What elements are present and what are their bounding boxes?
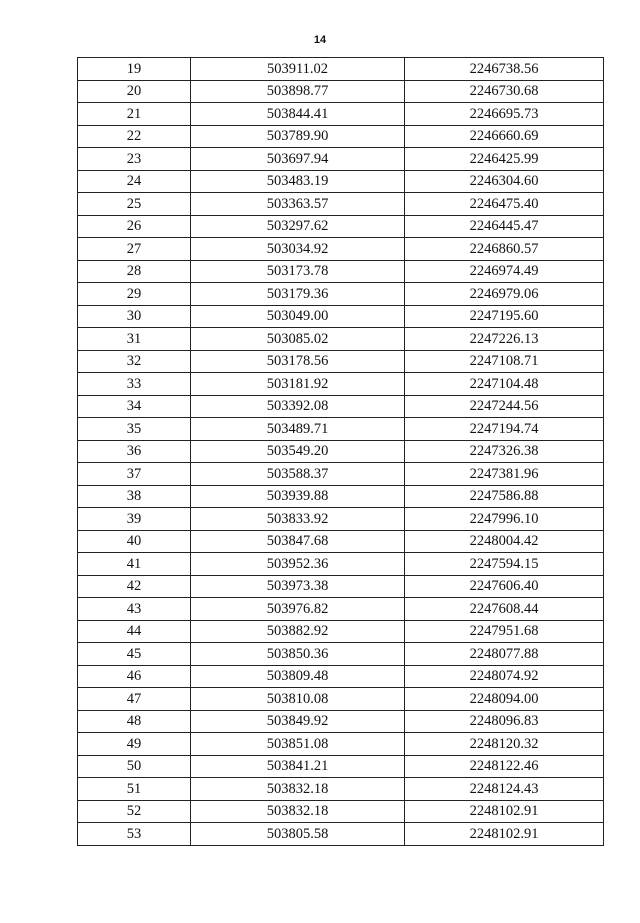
y-coordinate-cell: 2247594.15 <box>405 553 604 576</box>
point-number-cell: 26 <box>78 215 191 238</box>
x-coordinate-cell: 503810.08 <box>191 688 405 711</box>
x-coordinate-cell: 503847.68 <box>191 530 405 553</box>
y-coordinate-cell: 2248004.42 <box>405 530 604 553</box>
x-coordinate-cell: 503489.71 <box>191 418 405 441</box>
point-number-cell: 31 <box>78 328 191 351</box>
coordinates-table <box>77 57 604 846</box>
x-coordinate-cell: 503179.36 <box>191 283 405 306</box>
x-coordinate-cell: 503976.82 <box>191 598 405 621</box>
y-coordinate-cell: 2248122.46 <box>405 755 604 778</box>
table-row <box>78 553 604 576</box>
point-number-cell: 51 <box>78 778 191 801</box>
point-number-cell: 24 <box>78 170 191 193</box>
y-coordinate-cell: 2247996.10 <box>405 508 604 531</box>
x-coordinate-cell: 503939.88 <box>191 485 405 508</box>
point-number-cell: 40 <box>78 530 191 553</box>
x-coordinate-cell: 503844.41 <box>191 103 405 126</box>
point-number-cell: 37 <box>78 463 191 486</box>
point-number-cell: 28 <box>78 260 191 283</box>
table-row <box>78 58 604 81</box>
table-row <box>78 733 604 756</box>
point-number-cell: 43 <box>78 598 191 621</box>
y-coordinate-cell: 2246425.99 <box>405 148 604 171</box>
table-row <box>78 125 604 148</box>
table-row <box>78 575 604 598</box>
table-row <box>78 710 604 733</box>
y-coordinate-cell: 2246974.49 <box>405 260 604 283</box>
coordinates-table-body <box>78 58 604 846</box>
point-number-cell: 30 <box>78 305 191 328</box>
point-number-cell: 29 <box>78 283 191 306</box>
y-coordinate-cell: 2248124.43 <box>405 778 604 801</box>
x-coordinate-cell: 503173.78 <box>191 260 405 283</box>
point-number-cell: 45 <box>78 643 191 666</box>
y-coordinate-cell: 2247326.38 <box>405 440 604 463</box>
point-number-cell: 32 <box>78 350 191 373</box>
table-row <box>78 485 604 508</box>
table-row <box>78 508 604 531</box>
y-coordinate-cell: 2248094.00 <box>405 688 604 711</box>
table-row <box>78 530 604 553</box>
y-coordinate-cell: 2246860.57 <box>405 238 604 261</box>
x-coordinate-cell: 503952.36 <box>191 553 405 576</box>
table-row <box>78 350 604 373</box>
point-number-cell: 35 <box>78 418 191 441</box>
y-coordinate-cell: 2246304.60 <box>405 170 604 193</box>
y-coordinate-cell: 2248096.83 <box>405 710 604 733</box>
table-row <box>78 643 604 666</box>
y-coordinate-cell: 2246660.69 <box>405 125 604 148</box>
x-coordinate-cell: 503049.00 <box>191 305 405 328</box>
table-row <box>78 193 604 216</box>
table-row <box>78 80 604 103</box>
y-coordinate-cell: 2248077.88 <box>405 643 604 666</box>
x-coordinate-cell: 503809.48 <box>191 665 405 688</box>
point-number-cell: 34 <box>78 395 191 418</box>
y-coordinate-cell: 2247608.44 <box>405 598 604 621</box>
table-row <box>78 170 604 193</box>
point-number-cell: 20 <box>78 80 191 103</box>
x-coordinate-cell: 503549.20 <box>191 440 405 463</box>
point-number-cell: 47 <box>78 688 191 711</box>
x-coordinate-cell: 503181.92 <box>191 373 405 396</box>
point-number-cell: 33 <box>78 373 191 396</box>
table-row <box>78 823 604 846</box>
table-row <box>78 418 604 441</box>
table-row <box>78 215 604 238</box>
point-number-cell: 23 <box>78 148 191 171</box>
y-coordinate-cell: 2247194.74 <box>405 418 604 441</box>
table-row <box>78 688 604 711</box>
point-number-cell: 21 <box>78 103 191 126</box>
table-row <box>78 395 604 418</box>
table-row <box>78 305 604 328</box>
page-number: 14 <box>313 34 327 46</box>
x-coordinate-cell: 503841.21 <box>191 755 405 778</box>
y-coordinate-cell: 2248102.91 <box>405 823 604 846</box>
y-coordinate-cell: 2247226.13 <box>405 328 604 351</box>
x-coordinate-cell: 503849.92 <box>191 710 405 733</box>
y-coordinate-cell: 2247108.71 <box>405 350 604 373</box>
point-number-cell: 22 <box>78 125 191 148</box>
x-coordinate-cell: 503851.08 <box>191 733 405 756</box>
table-row <box>78 103 604 126</box>
point-number-cell: 52 <box>78 800 191 823</box>
table-row <box>78 800 604 823</box>
y-coordinate-cell: 2247586.88 <box>405 485 604 508</box>
point-number-cell: 25 <box>78 193 191 216</box>
y-coordinate-cell: 2247104.48 <box>405 373 604 396</box>
x-coordinate-cell: 503363.57 <box>191 193 405 216</box>
y-coordinate-cell: 2248120.32 <box>405 733 604 756</box>
point-number-cell: 39 <box>78 508 191 531</box>
y-coordinate-cell: 2247951.68 <box>405 620 604 643</box>
y-coordinate-cell: 2247195.60 <box>405 305 604 328</box>
x-coordinate-cell: 503911.02 <box>191 58 405 81</box>
table-row <box>78 328 604 351</box>
x-coordinate-cell: 503832.18 <box>191 800 405 823</box>
point-number-cell: 53 <box>78 823 191 846</box>
x-coordinate-cell: 503973.38 <box>191 575 405 598</box>
y-coordinate-cell: 2246730.68 <box>405 80 604 103</box>
x-coordinate-cell: 503297.62 <box>191 215 405 238</box>
x-coordinate-cell: 503832.18 <box>191 778 405 801</box>
x-coordinate-cell: 503850.36 <box>191 643 405 666</box>
y-coordinate-cell: 2248074.92 <box>405 665 604 688</box>
x-coordinate-cell: 503833.92 <box>191 508 405 531</box>
point-number-cell: 46 <box>78 665 191 688</box>
x-coordinate-cell: 503483.19 <box>191 170 405 193</box>
table-row <box>78 598 604 621</box>
point-number-cell: 42 <box>78 575 191 598</box>
x-coordinate-cell: 503882.92 <box>191 620 405 643</box>
x-coordinate-cell: 503697.94 <box>191 148 405 171</box>
x-coordinate-cell: 503392.08 <box>191 395 405 418</box>
table-row <box>78 148 604 171</box>
table-row <box>78 755 604 778</box>
y-coordinate-cell: 2246475.40 <box>405 193 604 216</box>
x-coordinate-cell: 503789.90 <box>191 125 405 148</box>
x-coordinate-cell: 503085.02 <box>191 328 405 351</box>
y-coordinate-cell: 2246979.06 <box>405 283 604 306</box>
table-row <box>78 778 604 801</box>
point-number-cell: 36 <box>78 440 191 463</box>
point-number-cell: 49 <box>78 733 191 756</box>
table-row <box>78 440 604 463</box>
x-coordinate-cell: 503034.92 <box>191 238 405 261</box>
x-coordinate-cell: 503898.77 <box>191 80 405 103</box>
y-coordinate-cell: 2247381.96 <box>405 463 604 486</box>
x-coordinate-cell: 503178.56 <box>191 350 405 373</box>
table-row <box>78 283 604 306</box>
table-row <box>78 238 604 261</box>
point-number-cell: 38 <box>78 485 191 508</box>
point-number-cell: 19 <box>78 58 191 81</box>
y-coordinate-cell: 2247244.56 <box>405 395 604 418</box>
y-coordinate-cell: 2248102.91 <box>405 800 604 823</box>
y-coordinate-cell: 2246695.73 <box>405 103 604 126</box>
point-number-cell: 27 <box>78 238 191 261</box>
y-coordinate-cell: 2247606.40 <box>405 575 604 598</box>
table-row <box>78 373 604 396</box>
x-coordinate-cell: 503805.58 <box>191 823 405 846</box>
table-row <box>78 620 604 643</box>
table-row <box>78 665 604 688</box>
table-row <box>78 260 604 283</box>
point-number-cell: 50 <box>78 755 191 778</box>
point-number-cell: 48 <box>78 710 191 733</box>
y-coordinate-cell: 2246738.56 <box>405 58 604 81</box>
x-coordinate-cell: 503588.37 <box>191 463 405 486</box>
point-number-cell: 41 <box>78 553 191 576</box>
point-number-cell: 44 <box>78 620 191 643</box>
table-row <box>78 463 604 486</box>
y-coordinate-cell: 2246445.47 <box>405 215 604 238</box>
